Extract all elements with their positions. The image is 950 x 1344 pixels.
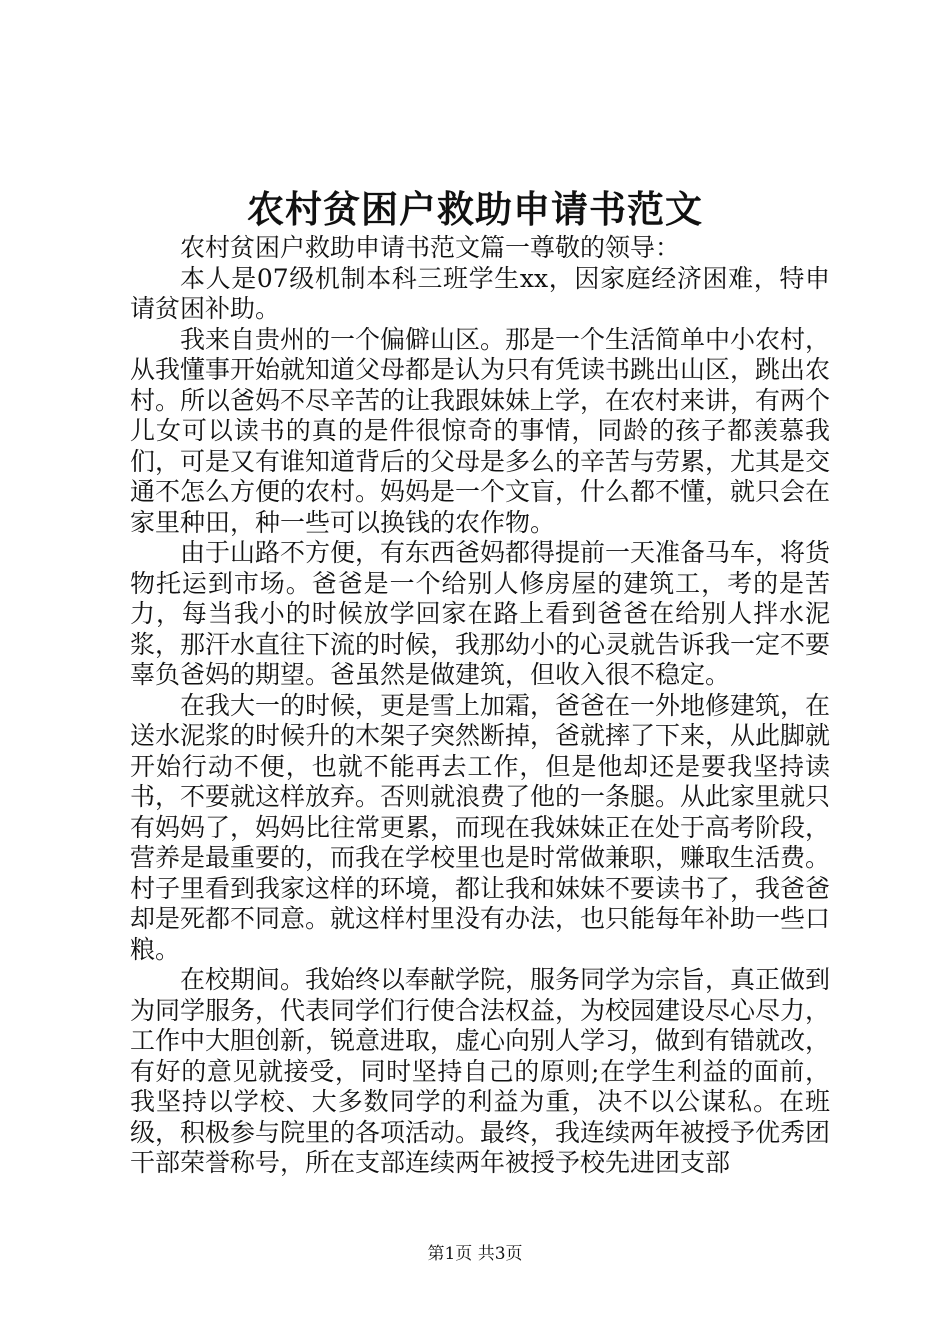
document-body bbox=[130, 233, 830, 1179]
paragraph: 在校期间。我始终以奉献学院，服务同学为宗旨，真正做到为同学服务，代表同学们行使合法权益，为校园建设尽心尽力，工作中大胆创新，锐意进取，虚心向别人学习，做到有错就改，有好的意见就接受，同时坚持自己的原则;在学生利益的面前，我坚持以学校、大多数同学的利益为重，决不以公谋私。在班级，积极参与院里的各项活动。最终，我连续两年被授予优秀团干部荣誉称号，所在支部连续两年被授予校先进团支部 bbox=[130, 965, 831, 1177]
paragraph: 在我大一的时候，更是雪上加霜，爸爸在一外地修建筑，在送水泥浆的时候升的木架子突然断掉，爸就摔了下来，从此脚就开始行动不便，也就不能再去工作，但是他却还是要我坚持读书，不要就这样放弃。否则就浪费了他的一条腿。从此家里就只有妈妈了，妈妈比往常更累，而现在我妹妹正在处于高考阶段，营养是最重要的，而我在学校里也是时常做兼职，赚取生活费。村子里看到我家这样的环境，都让我和妹妹不要读书了，我爸爸却是死都不同意。就这样村里没有办法，也只能每年补助一些口粮。 bbox=[130, 690, 831, 964]
paragraph: 我来自贵州的一个偏僻山区。那是一个生活简单中小农村，从我懂事开始就知道父母都是认为只有凭读书跳出山区，跳出农村。所以爸妈不尽辛苦的让我跟妹妹上学，在农村来讲，有两个儿女可以读书的真的是件很惊奇的事情，同龄的孩子都羡慕我们，可是又有谁知道背后的父母是多么的辛苦与劳累，尤其是交通不怎么方便的农村。妈妈是一个文盲，什么都不懂，就只会在家里种田，种一些可以换钱的农作物。 bbox=[130, 324, 831, 537]
page-footer: 第1页 共3页 bbox=[427, 1244, 523, 1264]
paragraph: 本人是07级机制本科三班学生xx，因家庭经济困难，特申请贫困补助。 bbox=[130, 263, 830, 323]
document-title: 农村贫困户救助申请书范文 bbox=[247, 187, 703, 231]
paragraph: 由于山路不方便，有东西爸妈都得提前一天准备马车，将货物托运到市场。爸爸是一个给别人修房屋的建筑工，考的是苦力，每当我小的时候放学回家在路上看到爸爸在给别人拌水泥浆，那汗水直往下流的时候，我那幼小的心灵就告诉我一定不要辜负爸妈的期望。爸虽然是做建筑，但收入很不稳定。 bbox=[130, 538, 831, 689]
paragraph: 农村贫困户救助申请书范文篇一尊敬的领导： bbox=[180, 233, 681, 262]
